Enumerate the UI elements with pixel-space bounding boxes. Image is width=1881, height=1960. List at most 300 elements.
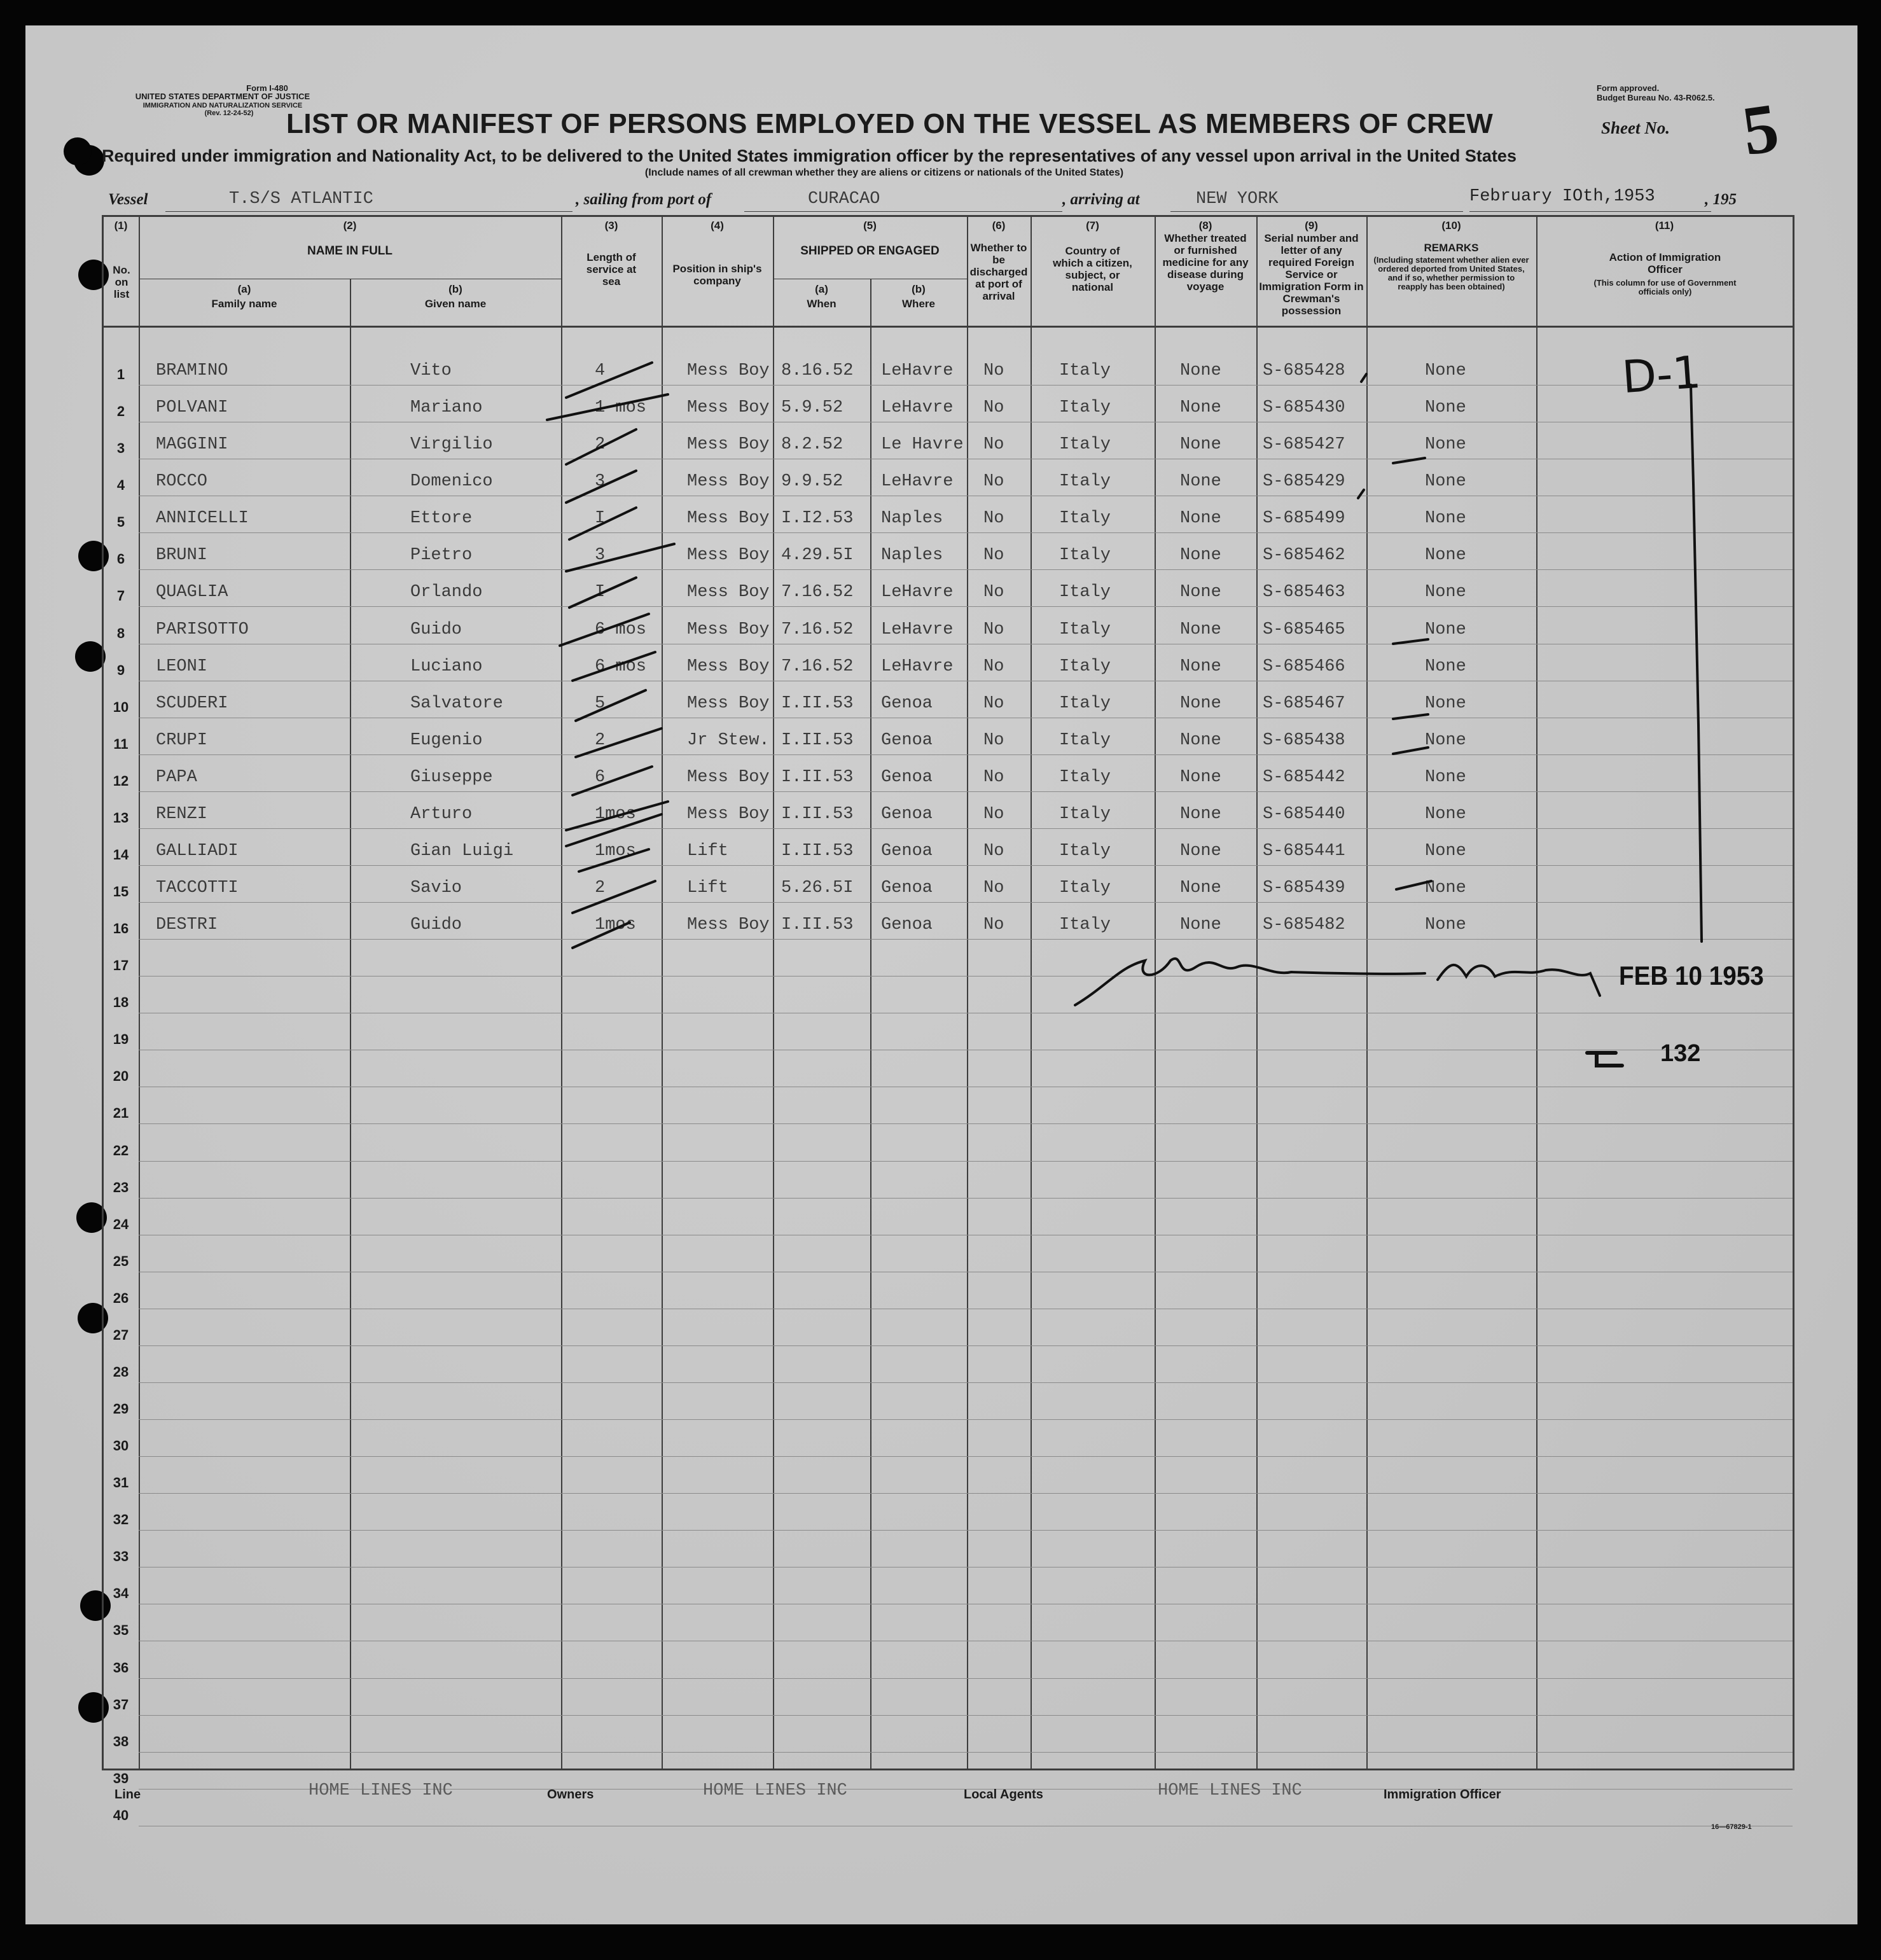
vessel-label: Vessel — [108, 191, 148, 208]
country-cell: Italy — [1059, 915, 1111, 935]
action-mark: D-1 — [1620, 345, 1703, 404]
table-row — [25, 940, 1857, 977]
arrival-date: February IOth,1953 — [1469, 187, 1655, 206]
row-number: 12 — [113, 772, 129, 789]
medicine-cell: None — [1180, 693, 1221, 713]
row-number: 35 — [113, 1622, 129, 1639]
medicine-cell: None — [1180, 546, 1221, 566]
family-name-cell: BRUNI — [156, 546, 208, 566]
remarks-cell: None — [1425, 804, 1466, 824]
family-name-cell: DESTRI — [156, 915, 218, 935]
family-name-cell: ANNICELLI — [156, 509, 249, 529]
serial-number-cell: S-685428 — [1263, 361, 1345, 381]
position-cell: Mess Boy — [687, 583, 770, 602]
given-name-cell: Gian Luigi — [410, 841, 514, 861]
given-name-cell: Domenico — [410, 472, 493, 492]
col-5a-sub: (a) — [815, 283, 828, 295]
col-1-number: (1) — [114, 219, 128, 232]
row-number: 18 — [113, 994, 129, 1011]
shipped-where-cell: LeHavre — [881, 361, 954, 381]
row-number: 2 — [116, 403, 125, 420]
table-row — [25, 1420, 1857, 1457]
medicine-cell: None — [1180, 730, 1221, 750]
row-number: 38 — [113, 1733, 129, 1749]
table-row — [25, 903, 1857, 940]
shipped-where-cell: LeHavre — [881, 583, 954, 602]
country-cell: Italy — [1059, 546, 1111, 566]
table-row — [25, 755, 1857, 792]
form-title: LIST OR MANIFEST OF PERSONS EMPLOYED ON THE VESSEL AS MEMBERS OF CREW — [286, 108, 1494, 139]
service-length-cell: 3 — [595, 472, 606, 492]
shipped-when-cell: I.II.53 — [781, 841, 854, 861]
discharge-cell: No — [983, 546, 1004, 566]
family-name-cell: QUAGLIA — [156, 583, 228, 602]
discharge-cell: No — [983, 804, 1004, 824]
serial-number-cell: S-685440 — [1263, 804, 1345, 824]
row-number: 40 — [113, 1807, 129, 1823]
approval-line1: Form approved. — [1597, 83, 1660, 93]
service-length-cell: 5 — [595, 693, 606, 713]
from-label: , sailing from port of — [576, 191, 712, 208]
col-2a-header: Family name — [211, 298, 277, 310]
given-name-cell: Salvatore — [410, 693, 503, 713]
position-cell: Mess Boy — [687, 509, 770, 529]
col-2b-sub: (b) — [448, 283, 462, 295]
table-row — [25, 349, 1857, 386]
punch-hole — [78, 260, 109, 290]
col-6-number: (6) — [992, 219, 1006, 232]
position-cell: Mess Boy — [687, 915, 770, 935]
sheet-label: Sheet No. — [1601, 118, 1670, 137]
country-cell: Italy — [1059, 693, 1111, 713]
footer-officer-label: Immigration Officer — [1384, 1788, 1501, 1802]
row-number: 23 — [113, 1179, 129, 1195]
service-length-cell: 4 — [595, 361, 606, 381]
shipped-where-cell: Genoa — [881, 804, 933, 824]
medicine-cell: None — [1180, 767, 1221, 787]
remarks-cell: None — [1425, 841, 1466, 861]
shipped-where-cell: LeHavre — [881, 472, 954, 492]
discharge-cell: No — [983, 509, 1004, 529]
serial-number-cell: S-685442 — [1263, 767, 1345, 787]
table-row — [25, 459, 1857, 496]
discharge-cell: No — [983, 435, 1004, 455]
punch-hole — [64, 137, 92, 165]
shipped-where-cell: Genoa — [881, 730, 933, 750]
shipped-where-cell: Genoa — [881, 879, 933, 898]
medicine-cell: None — [1180, 472, 1221, 492]
serial-number-cell: S-685467 — [1263, 693, 1345, 713]
revision-note: (Rev. 12-24-52) — [204, 109, 254, 117]
given-name-cell: Guido — [410, 915, 462, 935]
table-row — [25, 1641, 1857, 1678]
col-10-number: (10) — [1441, 219, 1461, 232]
discharge-cell: No — [983, 841, 1004, 861]
remarks-cell: None — [1425, 398, 1466, 418]
vessel-name: T.S/S ATLANTIC — [229, 190, 373, 209]
serial-number-cell: S-685427 — [1263, 435, 1345, 455]
remarks-cell: None — [1425, 693, 1466, 713]
country-cell: Italy — [1059, 472, 1111, 492]
sheet-number: 5 — [1737, 88, 1784, 170]
service-length-cell: 3 — [595, 546, 606, 566]
col-2b-header: Given name — [424, 298, 487, 310]
discharge-cell: No — [983, 620, 1004, 639]
country-cell: Italy — [1059, 509, 1111, 529]
table-row — [25, 1272, 1857, 1309]
shipped-when-cell: 8.2.52 — [781, 435, 843, 455]
country-cell: Italy — [1059, 767, 1111, 787]
serial-number-cell: S-685482 — [1263, 915, 1345, 935]
footer-line-label: Line — [115, 1788, 141, 1802]
remarks-cell: None — [1425, 620, 1466, 639]
family-name-cell: BRAMINO — [156, 361, 228, 381]
col-10-note: (Including statement whether alien ever ordered deported from United States, and if so, whether permission to reapply has been obtained) — [1373, 255, 1529, 291]
medicine-cell: None — [1180, 620, 1221, 639]
family-name-cell: PAPA — [156, 767, 197, 787]
position-cell: Mess Boy — [687, 804, 770, 824]
serial-number-cell: S-685465 — [1263, 620, 1345, 639]
approval-line2: Budget Bureau No. 43-R062.5. — [1597, 93, 1715, 102]
row-number: 24 — [113, 1216, 129, 1232]
col-4-number: (4) — [711, 219, 724, 232]
row-number: 22 — [113, 1142, 129, 1158]
service-length-cell: 6 mos — [595, 620, 647, 639]
shipped-when-cell: I.II.53 — [781, 804, 854, 824]
service-length-cell: 2 — [595, 435, 606, 455]
arriving-label: , arriving at — [1062, 191, 1140, 208]
table-row — [25, 866, 1857, 903]
table-row — [25, 496, 1857, 533]
given-name-cell: Giuseppe — [410, 767, 493, 787]
given-name-cell: Virgilio — [410, 435, 493, 455]
row-number: 16 — [113, 921, 129, 937]
row-number: 21 — [113, 1105, 129, 1122]
row-number: 30 — [113, 1438, 129, 1454]
medicine-cell: None — [1180, 841, 1221, 861]
given-name-cell: Vito — [410, 361, 452, 381]
remarks-cell: None — [1425, 767, 1466, 787]
position-cell: Mess Boy — [687, 620, 770, 639]
position-cell: Lift — [687, 879, 728, 898]
remarks-cell: None — [1425, 546, 1466, 566]
col-10-header: REMARKS — [1424, 242, 1479, 254]
table-row — [25, 1531, 1857, 1567]
position-cell: Mess Boy — [687, 546, 770, 566]
col-2-number: (2) — [343, 219, 357, 232]
date-stamp: FEB 10 1953 — [1619, 961, 1764, 990]
footer-owners-value: HOME LINES INC — [703, 1781, 847, 1800]
remarks-cell: None — [1425, 472, 1466, 492]
serial-number-cell: S-685439 — [1263, 879, 1345, 898]
medicine-cell: None — [1180, 915, 1221, 935]
table-row — [25, 533, 1857, 570]
row-number: 20 — [113, 1068, 129, 1085]
position-cell: Mess Boy — [687, 472, 770, 492]
position-cell: Mess Boy — [687, 693, 770, 713]
row-number: 32 — [113, 1512, 129, 1528]
shipped-when-cell: 9.9.52 — [781, 472, 843, 492]
service-length-cell: 1mos — [595, 915, 636, 935]
country-cell: Italy — [1059, 361, 1111, 381]
footer-agents-value: HOME LINES INC — [1158, 1781, 1302, 1800]
form-subtitle: Required under immigration and Nationality Act, to be delivered to the United States immigration officer by the representatives of any vessel upon arrival in the United States — [102, 146, 1517, 165]
family-name-cell: PARISOTTO — [156, 620, 249, 639]
medicine-cell: None — [1180, 657, 1221, 676]
departure-port: CURACAO — [808, 190, 880, 209]
table-row — [25, 1309, 1857, 1346]
country-cell: Italy — [1059, 804, 1111, 824]
table-row — [25, 1013, 1857, 1050]
position-cell: Lift — [687, 841, 728, 861]
col-3-header: Length of service at sea — [586, 251, 637, 288]
service-name: IMMIGRATION AND NATURALIZATION SERVICE — [142, 102, 303, 109]
country-cell: Italy — [1059, 841, 1111, 861]
row-number: 17 — [113, 957, 129, 974]
shipped-when-cell: 7.16.52 — [781, 583, 854, 602]
form-number: Form I-480 — [246, 83, 288, 93]
print-code: 16—67829-1 — [1711, 1823, 1752, 1831]
position-cell: Mess Boy — [687, 767, 770, 787]
row-number: 31 — [113, 1475, 129, 1491]
family-name-cell: POLVANI — [156, 398, 228, 418]
country-cell: Italy — [1059, 879, 1111, 898]
medicine-cell: None — [1180, 398, 1221, 418]
given-name-cell: Eugenio — [410, 730, 483, 750]
stamp-number: 132 — [1660, 1040, 1701, 1067]
service-length-cell: 1mos — [595, 841, 636, 861]
discharge-cell: No — [983, 879, 1004, 898]
row-number: 8 — [116, 625, 125, 641]
shipped-when-cell: I.II.53 — [781, 693, 854, 713]
row-number: 14 — [113, 846, 129, 863]
table-row — [25, 681, 1857, 718]
shipped-when-cell: I.II.53 — [781, 767, 854, 787]
service-length-cell: 6 — [595, 767, 606, 787]
family-name-cell: ROCCO — [156, 472, 208, 492]
family-name-cell: SCUDERI — [156, 693, 228, 713]
table-row — [25, 1050, 1857, 1087]
row-number: 6 — [116, 551, 125, 567]
discharge-cell: No — [983, 398, 1004, 418]
col-4-header: Position in ship's company — [672, 263, 762, 287]
footer-owners-label: Owners — [547, 1788, 594, 1802]
col-9-header: Serial number and letter of any required Foreign Service or Immigration Form in Crewman's possession — [1259, 232, 1364, 317]
shipped-where-cell: LeHavre — [881, 398, 954, 418]
family-name-cell: RENZI — [156, 804, 208, 824]
country-cell: Italy — [1059, 398, 1111, 418]
position-cell: Jr Stew. — [687, 730, 770, 750]
service-length-cell: 2 — [595, 879, 606, 898]
given-name-cell: Arturo — [410, 804, 473, 824]
row-number: 34 — [113, 1585, 129, 1602]
serial-number-cell: S-685462 — [1263, 546, 1345, 566]
col-7-number: (7) — [1086, 219, 1099, 232]
position-cell: Mess Boy — [687, 657, 770, 676]
service-length-cell: 1mos — [595, 804, 636, 824]
col-11-header: Action of Immigration Officer — [1609, 251, 1721, 275]
given-name-cell: Mariano — [410, 398, 483, 418]
service-length-cell: I — [595, 509, 606, 529]
col-11-number: (11) — [1655, 219, 1674, 232]
row-number: 27 — [113, 1326, 129, 1343]
remarks-cell: None — [1425, 879, 1466, 898]
col-8-number: (8) — [1198, 219, 1212, 232]
discharge-cell: No — [983, 767, 1004, 787]
discharge-cell: No — [983, 693, 1004, 713]
table-row — [25, 1753, 1857, 1790]
table-row — [25, 1162, 1857, 1199]
table-row — [25, 422, 1857, 459]
table-row — [25, 1679, 1857, 1716]
table-row — [25, 570, 1857, 607]
row-number: 37 — [113, 1696, 129, 1713]
shipped-when-cell: 7.16.52 — [781, 657, 854, 676]
table-row — [25, 1567, 1857, 1604]
year-suffix: , 195 — [1705, 191, 1737, 208]
serial-number-cell: S-685438 — [1263, 730, 1345, 750]
row-number: 39 — [113, 1770, 129, 1786]
remarks-cell: None — [1425, 915, 1466, 935]
table-row — [25, 1494, 1857, 1531]
row-number: 28 — [113, 1363, 129, 1380]
family-name-cell: LEONI — [156, 657, 208, 676]
service-length-cell: 6 mos — [595, 657, 647, 676]
col-5-header: SHIPPED OR ENGAGED — [800, 244, 940, 258]
row-number: 5 — [116, 514, 125, 531]
arrival-port: NEW YORK — [1196, 190, 1279, 209]
discharge-cell: No — [983, 915, 1004, 935]
department-name: UNITED STATES DEPARTMENT OF JUSTICE — [135, 92, 310, 101]
discharge-cell: No — [983, 361, 1004, 381]
table-header-border — [102, 326, 1794, 328]
table-row — [25, 1457, 1857, 1494]
table-top-border — [102, 215, 1794, 217]
table-row — [25, 977, 1857, 1013]
shipped-where-cell: Naples — [881, 546, 943, 566]
remarks-cell: None — [1425, 583, 1466, 602]
medicine-cell: None — [1180, 804, 1221, 824]
row-number: 11 — [113, 735, 128, 752]
given-name-cell: Luciano — [410, 657, 483, 676]
shipped-when-cell: I.II.53 — [781, 730, 854, 750]
country-cell: Italy — [1059, 583, 1111, 602]
row-number: 26 — [113, 1289, 129, 1306]
col-6-header: Whether to be discharged at port of arrival — [969, 242, 1028, 302]
shipped-where-cell: Genoa — [881, 841, 933, 861]
row-number: 19 — [113, 1031, 129, 1048]
shipped-when-cell: 8.16.52 — [781, 361, 854, 381]
shipped-when-cell: 7.16.52 — [781, 620, 854, 639]
table-row — [25, 1383, 1857, 1420]
family-name-cell: TACCOTTI — [156, 879, 239, 898]
family-name-cell: GALLIADI — [156, 841, 239, 861]
shipped-when-cell: 5.26.5I — [781, 879, 854, 898]
given-name-cell: Pietro — [410, 546, 473, 566]
service-length-cell: 1 mos — [595, 398, 647, 418]
table-row — [25, 792, 1857, 829]
shipped-where-cell: Genoa — [881, 767, 933, 787]
discharge-cell: No — [983, 583, 1004, 602]
serial-number-cell: S-685429 — [1263, 472, 1345, 492]
serial-number-cell: S-685499 — [1263, 509, 1345, 529]
col-11-note: (This column for use of Government officials only) — [1593, 278, 1737, 296]
col-8-header: Whether treated or furnished medicine for any disease during voyage — [1162, 232, 1249, 293]
table-row — [25, 1199, 1857, 1235]
remarks-cell: None — [1425, 657, 1466, 676]
country-cell: Italy — [1059, 730, 1111, 750]
row-number: 36 — [113, 1659, 129, 1676]
col-5a-header: When — [807, 298, 836, 310]
row-number: 25 — [113, 1253, 129, 1269]
table-row — [25, 1346, 1857, 1383]
col-7-header: Country of which a citizen, subject, or national — [1053, 245, 1132, 293]
table-row — [25, 1790, 1857, 1826]
shipped-when-cell: 5.9.52 — [781, 398, 843, 418]
discharge-cell: No — [983, 657, 1004, 676]
table-row — [25, 644, 1857, 681]
discharge-cell: No — [983, 730, 1004, 750]
given-name-cell: Savio — [410, 879, 462, 898]
shipped-where-cell: Le Havre — [881, 435, 964, 455]
col-3-number: (3) — [604, 219, 618, 232]
table-row — [25, 1716, 1857, 1753]
shipped-when-cell: I.I2.53 — [781, 509, 854, 529]
country-cell: Italy — [1059, 620, 1111, 639]
position-cell: Mess Boy — [687, 361, 770, 381]
position-cell: Mess Boy — [687, 398, 770, 418]
table-row — [25, 607, 1857, 644]
row-number: 13 — [113, 809, 129, 826]
table-row — [25, 829, 1857, 866]
remarks-cell: None — [1425, 730, 1466, 750]
medicine-cell: None — [1180, 361, 1221, 381]
serial-number-cell: S-685441 — [1263, 841, 1345, 861]
shipped-where-cell: LeHavre — [881, 620, 954, 639]
table-row — [25, 1124, 1857, 1161]
medicine-cell: None — [1180, 583, 1221, 602]
table-row — [25, 386, 1857, 422]
row-number: 33 — [113, 1548, 129, 1565]
remarks-cell: None — [1425, 509, 1466, 529]
col-2-header: NAME IN FULL — [307, 244, 393, 258]
medicine-cell: None — [1180, 435, 1221, 455]
manifest-sheet — [25, 25, 1857, 1924]
row-number: 10 — [113, 699, 129, 715]
footer-line-value: HOME LINES INC — [309, 1781, 453, 1800]
col-9-number: (9) — [1305, 219, 1318, 232]
table-row — [25, 1087, 1857, 1124]
shipped-where-cell: Genoa — [881, 693, 933, 713]
shipped-where-cell: Genoa — [881, 915, 933, 935]
row-number: 9 — [116, 662, 125, 678]
shipped-where-cell: Naples — [881, 509, 943, 529]
serial-number-cell: S-685430 — [1263, 398, 1345, 418]
position-cell: Mess Boy — [687, 435, 770, 455]
family-name-cell: MAGGINI — [156, 435, 228, 455]
col-2a-sub: (a) — [237, 283, 251, 295]
medicine-cell: None — [1180, 879, 1221, 898]
service-length-cell: I — [595, 583, 606, 602]
table-row — [25, 718, 1857, 755]
col-5b-header: Where — [902, 298, 935, 310]
remarks-cell: None — [1425, 435, 1466, 455]
table-row — [25, 1235, 1857, 1272]
remarks-cell: None — [1425, 361, 1466, 381]
service-length-cell: 2 — [595, 730, 606, 750]
row-number: 1 — [116, 366, 125, 383]
include-note: (Include names of all crewman whether they are aliens or citizens or nationals of the United States) — [644, 167, 1124, 178]
